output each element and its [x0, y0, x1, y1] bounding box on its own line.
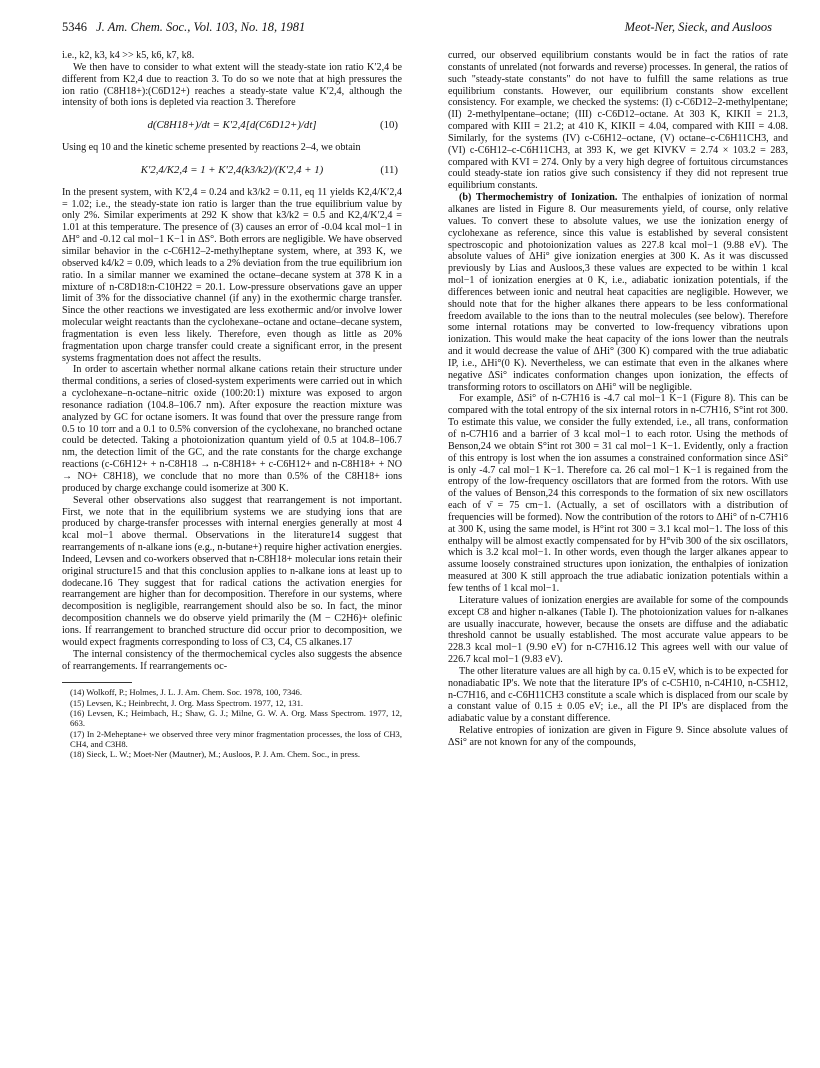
- journal-citation: J. Am. Chem. Soc., Vol. 103, No. 18, 1981: [96, 20, 306, 34]
- paragraph: curred, our observed equilibrium constants would be in fact the ratios of rate constants of unrelated (not forwards and reverse) processes. In general, the ratios of such "steady-state constants" do not have to fulfill the same relations as true equilibrium constants. However, our equilibrium constants show excellent consistency. For example, we checked the systems: (I) c-C6D12–2-methylpentane; (II) 2-methylpentane–octane; (III) c-C6D12–octane. At 303 K, KIKII = 21.3, compared with KIII = 21.2; at 410 K, KIKII = 4.04, compared with KIII = 4.08. Similarly, for the systems (IV) c-C6H12–octane, (V) octane–c-C6H11CH3, and (VI) c-C6H12–c-C6H11CH3, at 393 K, we get KIVKV = 2.74 × 103.2 = 283, compared with KVI = 274. Only by a very high degree of fortuitous circumstances could steady-state ion ratios give such consistency if they did not represent true equilibrium constants.: [448, 50, 788, 192]
- paragraph: Using eq 10 and the kinetic scheme presented by reactions 2–4, we obtain: [62, 142, 361, 154]
- equation-11: [62, 165, 402, 177]
- author-names: Meot-Ner, Sieck, and Ausloos: [624, 20, 772, 34]
- paragraph: Relative entropies of ionization are given in Figure 9. Since absolute values of ΔSi° are not known for any of the compounds,: [448, 725, 788, 748]
- footnote: (14) Wolkoff, P.; Holmes, J. L. J. Am. Chem. Soc. 1978, 100, 7346.: [70, 687, 302, 698]
- footnote: (16) Levsen, K.; Heimbach, H.; Shaw, G. J.; Milne, G. W. A. Org. Mass Spectrom. 1977, 12, 663.: [70, 707, 402, 729]
- paragraph-text: The enthalpies of ionization of normal alkanes are listed in Figure 8. Our measurements yield, of course, only relative values. To convert these to absolute values, we use the ionization energy of cyclohexane as reference, since this value is established by several consistent spectroscopic and photoionization values as 227.8 kcal mol−1 (9.88 eV). The absolute values of ΔHi° give ionization energies at 300 K. As it was discussed previously by Lias and Ausloos,3 these values are expected to be within 1 kcal mol−1 of ionization energies at 0 K, i.e., adiabatic ionization potentials, if the differences between ionic and neutral heat capacities are negligible. However, we should note that for the higher alkanes there appears to be less conformational freedom available to the ions than to the neutral molecules (see below). Therefore some internal rotations may be converted to low-frequency vibrations upon ionization. This would make the heat capacity of the ions lower than the neutrals and it would decrease the value of ΔHi° (300 K) compared with the true adiabatic IP, i.e., ΔHi°(0 K). Nevertheless, we can estimate that even in the alkanes where negative ΔSi° indicates conformation changes upon ionization, the effects of transforming rotors to oscillators on ΔHi° will be negligible.: [448, 192, 788, 393]
- paragraph: We then have to consider to what extent will the steady-state ion ratio K′2,4 be different from K2,4 due to reaction 3. To do so we note that at high pressures the ion ratio (C8H18+):(C6D12+) reaches a steady-state value K′2,4, although the intensity of both ions is depleted via reaction 3. Therefore: [62, 61, 402, 109]
- paragraph: The internal consistency of the thermochemical cycles also suggests the absence of rearrangements. If rearrangements oc-: [62, 648, 402, 672]
- left-column: [62, 50, 402, 759]
- footnote: (15) Levsen, K.; Heinbrecht, J. Org. Mass Spectrom. 1977, 12, 131.: [70, 697, 304, 708]
- footnote: (17) In 2-Meheptane+ we observed three very minor fragmentation processes, the loss of CH3, CH4, and C3H8.: [70, 728, 402, 749]
- paragraph: For example, ΔSi° of n-C7H16 is -4.7 cal mol−1 K−1 (Figure 8). This can be compared with the total entropy of the six internal rotors in n-C7H16, S°int rot 300. To estimate this value, we consider the fully extended, i.e., all trans, conformation of n-C7H16 and a barrier of 3 kcal mol−1 to each rotor. Using the methods of Benson,24 we obtain S°int rot 300 = 31 cal mol−1 K−1. Evidently, only a fraction of this entropy is lost when the ion assumes a constrained conformation since ΔSi° is only -4.7 cal mol−1 K−1. Therefore ca. 26 cal mol−1 K−1 is regained from the entropy of the low-frequency oscillators that are formed from the rotors. With use of the values of Benson,24 this corresponds to the formation of six new oscillators each of ν̄ = 75 cm−1. (Actually, a set of oscillators with a distribution of frequencies will be formed). Now the contribution of the rotors to ΔHi° of n-C7H16 at 300 K, using the same model, is H°int rot 300 = 3.1 kcal mol−1. The loss of this enthalpy will be almost exactly compensated for by H°vib 300 of the six oscillators, which is 3.2 kcal mol−1. In other words, even though the larger alkanes appear to assume loosely constrained structures upon ionization, the enthalpies of ionization measured at 300 K still approach the true adiabatic ionization potentials within a few tenths of 1 kcal mol−1.: [448, 393, 788, 594]
- paragraph: In order to ascertain whether normal alkane cations retain their structure under thermal conditions, a series of closed-system experiments were carried out in which a cyclohexane–n-octane–nitric oxide (100:20:1) mixture was exposed to argon resonance radiation (104.8–106.7 nm). After exposure the reaction mixture was analyzed by GC for octane isomers. It was found that over the pressure range from 0.5 to 10 torr and a 0.1 to 0.5% conversion of the cyclohexane, no branched octane could be detected. Taking a photoionization quantum yield of 0.5 at 104.8–106.7 nm, the detection limit of the GC, and the rate constants for the charge exchange reactions (c-C6H12+ + n-C8H18 → n-C8H18+ + c-C6H12+ and n-C8H18+ + NO → NO+ C8H18), we conclude that no more than 0.5% of the C8H18+ ions produced by charge exchange could isomerize at 300 K.: [62, 364, 402, 494]
- footnote-divider: [62, 682, 132, 683]
- paragraph: Literature values of ionization energies are available for some of the compounds except C8 and higher n-alkanes (Table I). The photoionization values for n-alkanes are usually inaccurate, however, because the onsets are diffuse and the adiabatic threshold cannot be usually established. The most accurate value appears to be 228.3 kcal mol−1 (9.90 eV) for n-C7H16.12 This agrees well with our value of 226.7 kcal mol−1 (9.83 eV).: [448, 594, 788, 666]
- footnote: (18) Sieck, L. W.; Moet-Ner (Mautner), M.; Ausloos, P. J. Am. Chem. Soc., in press.: [70, 749, 361, 760]
- equation-number: (11): [380, 163, 398, 176]
- paragraph: i.e., k2, k3, k4 >> k5, k6, k7, k8.: [62, 50, 195, 61]
- paragraph: Several other observations also suggest that rearrangement is not important. First, we note that in the equilibrium systems we are studying ions that are produced by charge-transfer processes with internal energies generally at most 4 kcal mol−1 above thermal. Observations in the literature14 suggest that rearrangements of n-alkane ions (e.g., n-butane+) require higher activation energies. Indeed, Levsen and co-workers observed that n-C8H18+ molecular ions retain their original structure15 and that this conclusion applies to n-alkane ions at least up to dodecane.16 They suggest that for radical cations the activation energies for rearrangement are higher than for decomposition. Therefore in our systems, where decomposition is negligible, rearrangement should also be so. In fact, the minor decomposition channels we do observe yield primarily the (M − C2H6)+ olefinic ions. If rearrangement to branched structure did occur prior to decomposition, we would expect fragments corresponding to loss of C3, C4, C5 alkanes.17: [62, 494, 402, 648]
- equation-text: d(C8H18+)/dt = K′2,4[d(C6D12+)/dt]: [147, 119, 317, 132]
- equation-10: [62, 120, 402, 132]
- section-heading: (b) Thermochemistry of Ionization.: [459, 192, 618, 204]
- right-column: [448, 50, 788, 749]
- equation-number: (10): [380, 119, 398, 132]
- section-paragraph: [448, 192, 788, 393]
- page-number: 5346: [62, 20, 87, 34]
- equation-text: K′2,4/K2,4 = 1 + K′2,4(k3/k2)/(K′2,4 + 1): [140, 163, 324, 176]
- paragraph: The other literature values are all high by ca. 0.15 eV, which is to be expected for nonadiabatic IP's. We note that the literature IP's of c-C5H10, n-C4H10, n-C5H12, n-C7H16, and c-C6H11CH3 constitute a scale which is displaced from our scale by a constant value of 0.15 ± 0.05 eV; i.e., all the PI IP's are displaced from the adiabatic value by a constant difference.: [448, 665, 788, 725]
- running-header: [62, 20, 772, 35]
- paragraph: In the present system, with K′2,4 = 0.24 and k3/k2 = 0.11, eq 11 yields K2,4/K′2,4 = 1.02; i.e., the steady-state ion ratio is larger than the true equilibrium value by only 2%. Similar experiments at 292 K show that k3/k2 = 0.5 and K2,4/K′2,4 = 1.01 at this temperature. The presence of (3) causes an error of -0.04 kcal mol−1 in ΔH° and -0.12 cal mol−1 K−1 in ΔS°. Both errors are negligible. We have observed similar behavior in the c-C6H12–2-methylheptane system, where, at 393 K, we observed k4/k2 = 0.09, which leads to a 2% deviation from the true equilibrium ion ratio. In a similar manner we examined the octane–decane system at 378 K in a mixture of n-C8D18:n-C10H22 = 20.1. Low-pressure observations gave an upper limit of 3% for the dissociative channel (if any) in the exothermic charge transfer. Since the other reactions we investigated are less exothermic and/or involve lower molecular weight reactants than the cyclohexane–octane and octane–decane system, fragmentation is even less likely. Therefore, even though as little as 20% fragmentation upon charge transfer could create a significant error, in the present systems fragmentation does not affect the results.: [62, 186, 402, 364]
